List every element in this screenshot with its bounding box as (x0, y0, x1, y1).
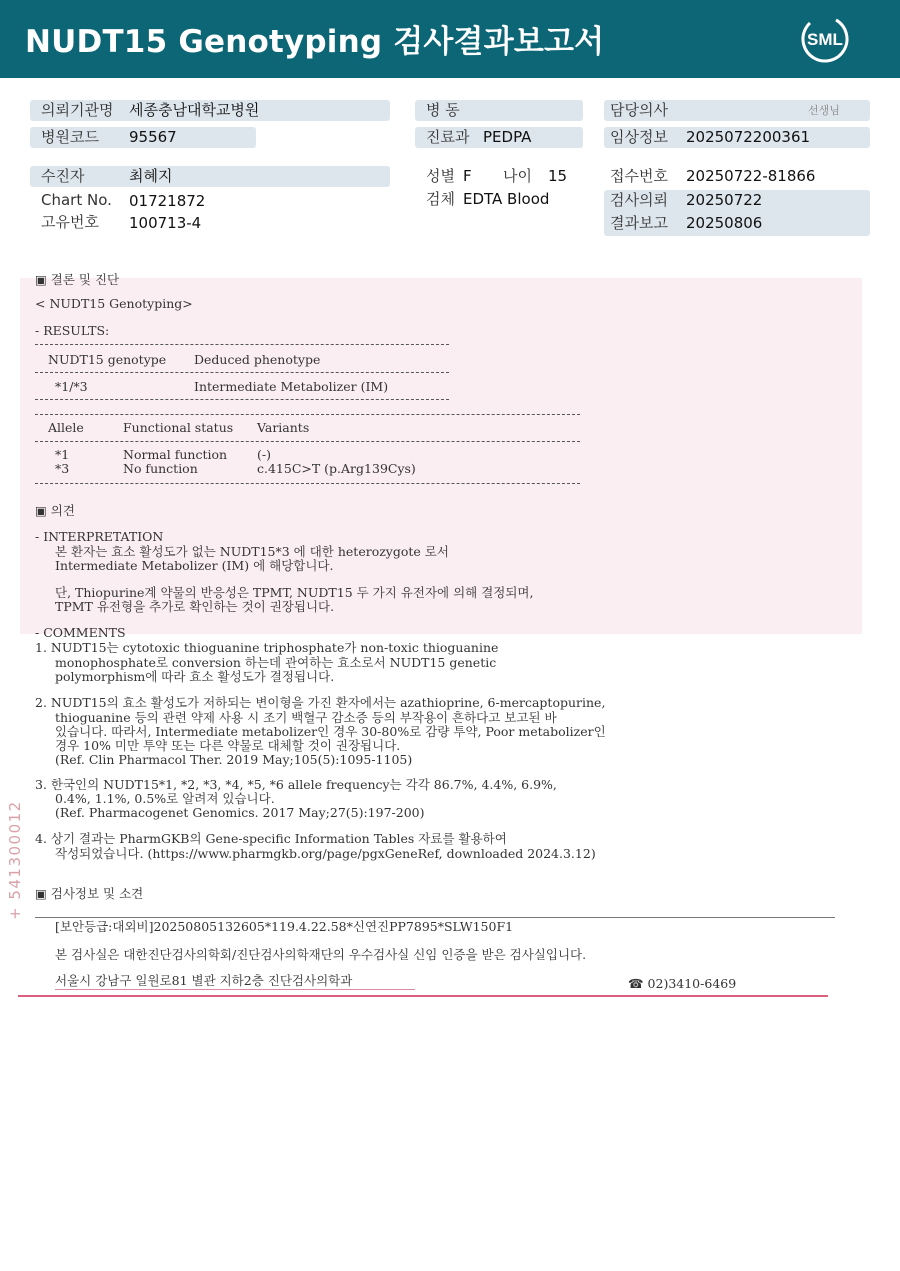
comment-line: 경우 10% 미만 투약 또는 다른 약물로 대체할 것이 권장됩니다. (55, 738, 401, 753)
chart-no-value: 01721872 (129, 192, 206, 210)
side-number-wrap (6, 790, 28, 920)
receipt-label: 접수번호 (610, 167, 668, 185)
age-value: 15 (548, 167, 568, 185)
interpretation-line: TPMT 유전형을 추가로 확인하는 것이 권장됩니다. (55, 599, 335, 614)
comment-line: 있습니다. 따라서, Intermediate metabolizer인 경우 30-80%로 감량 투약, Poor metabolizer인 (55, 724, 606, 739)
comment-line: monophosphate로 conversion 하는데 관여하는 효소로서 NUDT15 genetic (55, 655, 497, 670)
comment-line: 4. 상기 결과는 PharmGKB의 Gene-specific Information Tables 자료를 활용하여 (35, 831, 507, 846)
phenotype-value: Intermediate Metabolizer (IM) (194, 379, 389, 394)
interpretation-label: - INTERPRETATION (35, 529, 164, 544)
results-label: - RESULTS: (35, 323, 110, 338)
request-value: 20250722 (686, 191, 763, 209)
test-name: < NUDT15 Genotyping> (35, 296, 193, 311)
ward-label: 병 동 (426, 101, 460, 119)
patient-label: 수진자 (41, 167, 85, 185)
comment-line: 작성되었습니다. (https://www.pharmgkb.org/page/pgxGeneRef, downloaded 2024.3.12) (55, 846, 596, 861)
col-genotype: NUDT15 genotype (48, 352, 167, 367)
interpretation-line: 본 환자는 효소 활성도가 없는 NUDT15*3 에 대한 heterozygote 로서 (55, 544, 449, 559)
comment-line: polymorphism에 따라 효소 활성도가 결정됩니다. (55, 669, 335, 684)
clinical-value: 2025072200361 (686, 128, 811, 146)
divider (35, 441, 580, 442)
institution-label: 의뢰기관명 (41, 101, 114, 119)
divider (35, 483, 580, 484)
report-date-label: 결과보고 (610, 214, 668, 232)
comment-line: 2. NUDT15의 효소 활성도가 저하되는 변이형을 가진 환자에서는 azathioprine, 6-mercaptopurine, (35, 695, 606, 710)
col-phenotype: Deduced phenotype (194, 352, 321, 367)
section-conclusion-title: ▣ 결론 및 진단 (35, 272, 120, 287)
variant-1: (-) (257, 447, 271, 462)
address-underline (55, 989, 415, 990)
specimen-label: 검체 (426, 190, 455, 208)
clinical-label: 임상정보 (610, 128, 668, 146)
phone-line: ☎ 02)3410-6469 (628, 976, 737, 991)
hospital-code-label: 병원코드 (41, 128, 99, 146)
interpretation-line: 단, Thiopurine계 약물의 반응성은 TPMT, NUDT15 두 가지 유전자에 의해 결정되며, (55, 585, 534, 600)
divider (35, 399, 449, 400)
certification-line: 본 검사실은 대한진단검사의학회/진단검사의학재단의 우수검사실 신임 인증을 받은 검사실입니다. (55, 947, 587, 962)
footer-rule (18, 995, 828, 997)
specimen-value: EDTA Blood (463, 190, 550, 208)
logo-text: SML (807, 30, 843, 49)
status-1: Normal function (123, 447, 228, 462)
comment-line: 0.4%, 1.1%, 0.5%로 알려져 있습니다. (55, 791, 275, 806)
comment-line: (Ref. Pharmacogenet Genomics. 2017 May;27(5):197-200) (55, 805, 425, 820)
report-date-value: 20250806 (686, 214, 763, 232)
divider (35, 414, 580, 415)
variant-3: c.415C>T (p.Arg139Cys) (257, 461, 416, 476)
department-value: PEDPA (483, 128, 532, 146)
section-testinfo-title: ▣ 검사정보 및 소견 (35, 886, 144, 901)
sex-label: 성별 (426, 167, 455, 185)
section-opinion-title: ▣ 의견 (35, 503, 75, 518)
institution-value: 세종충남대학교병원 (129, 101, 260, 119)
sml-logo (800, 14, 850, 64)
comments-label: - COMMENTS (35, 625, 126, 640)
col-allele: Allele (48, 420, 84, 435)
department-label: 진료과 (426, 128, 470, 146)
comment-line: (Ref. Clin Pharmacol Ther. 2019 May;105(5):1095-1105) (55, 752, 413, 767)
comment-line: 1. NUDT15는 cytotoxic thioguanine triphosphate가 non-toxic thioguanine (35, 640, 499, 655)
genotype-value: *1/*3 (55, 379, 88, 394)
report-header (0, 0, 900, 78)
sex-value: F (463, 167, 472, 185)
unique-no-label: 고유번호 (41, 213, 99, 231)
comment-line: 3. 한국인의 NUDT15*1, *2, *3, *4, *5, *6 allele frequency는 각각 86.7%, 4.4%, 6.9%, (35, 777, 557, 792)
doctor-label: 담당의사 (610, 101, 668, 119)
doctor-suffix: 선생님 (808, 104, 840, 117)
address-line: 서울시 강남구 일원로81 별관 지하2층 진단검사의학과 (55, 973, 353, 988)
patient-value: 최혜지 (129, 167, 173, 185)
divider (35, 372, 449, 373)
allele-1: *1 (55, 447, 70, 462)
receipt-value: 20250722-81866 (686, 167, 816, 185)
security-line: [보안등급:대외비]20250805132605*119.4.22.58*신연진PP7895*SLW150F1 (55, 919, 514, 934)
col-status: Functional status (123, 420, 234, 435)
age-label: 나이 (503, 167, 532, 185)
chart-no-label: Chart No. (41, 191, 112, 209)
hospital-code-value: 95567 (129, 128, 177, 146)
unique-no-value: 100713-4 (129, 214, 202, 232)
col-variants: Variants (257, 420, 310, 435)
side-number: + 541300012 (6, 800, 24, 920)
status-3: No function (123, 461, 198, 476)
allele-3: *3 (55, 461, 70, 476)
comment-line: thioguanine 등의 관련 약제 사용 시 조기 백혈구 감소증 등의 부작용이 흔하다고 보고된 바 (55, 710, 557, 725)
divider (35, 344, 449, 345)
report-title: NUDT15 Genotyping 검사결과보고서 (25, 24, 605, 60)
divider (35, 917, 835, 918)
request-label: 검사의뢰 (610, 191, 668, 209)
interpretation-line: Intermediate Metabolizer (IM) 에 해당합니다. (55, 558, 334, 573)
